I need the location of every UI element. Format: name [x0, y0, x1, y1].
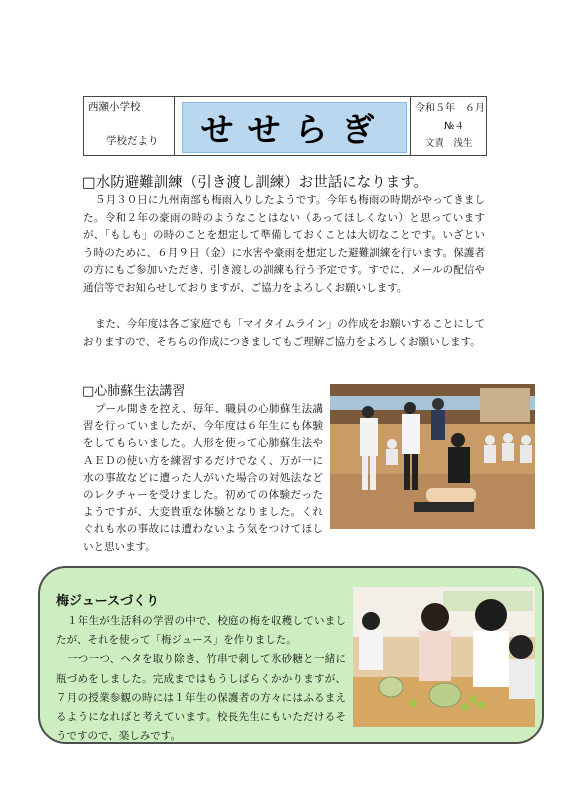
section2-paragraph: プール開きを控え、毎年、職員の心肺蘇生法講習を行っていましたが、今年度は６年生にも体験をしてもらいました。人形を使って心肺蘇生法やＡＥＤの使い方を練習するだけでなく、万が一に水の事故などに遭った人がいた場合の対処法などのレクチャーを受けました。初めての体験だったようですが、大変貴重な体験となりました。くれぐれも水の事故には遭わないよう気をつけてほしいと思います。 [83, 403, 323, 553]
section3-heading: 梅ジュースづくり [56, 594, 160, 609]
cpr-training-photo [330, 384, 535, 529]
section3-paragraph1: １年生が生活科の学習の中で、校庭の梅を収穫していましたが、それを使って「梅ジュース」を作りました。 [56, 615, 346, 647]
section3-text [56, 612, 346, 746]
header-left-cell [84, 97, 175, 155]
section1-paragraph2: また、今年度は各ご家庭でも「マイタイムライン」の作成をお願いすることにしておりますので、そちらの作成につきましてもご理解ご協力をよろしくお願いします。 [83, 318, 485, 348]
section2-heading: □心肺蘇生法講習 [82, 384, 186, 399]
issue-number: №４ [444, 121, 465, 132]
header-right-cell [410, 97, 486, 155]
ume-juice-photo [353, 587, 535, 727]
section1-heading: □水防避難訓練（引き渡し訓練）お世話になります。 [82, 175, 429, 191]
cpr-photo-illustration [330, 384, 535, 529]
issue-date: 令和５年 ６月 [415, 103, 485, 114]
newsletter-header [83, 96, 487, 156]
section3-paragraph2: 一つ一つ、ヘタを取り除き、竹串で刺して氷砂糖と一緒に瓶づめをしました。完成まではもうしばらくかかりますが、７月の授業参観の時には１年生の保護者の方々にはふるまえるようになればと考えています。校長先生にもいただけるそうですので、楽しみです。 [56, 653, 346, 743]
newsletter-title: せせらぎ [200, 110, 389, 149]
school-name: 西瀬小学校 [88, 101, 141, 113]
ume-photo-illustration [353, 587, 535, 727]
section1-paragraph1: ５月３０日に九州南部も梅雨入りしたようです。今年も梅雨の時期がやってきました。令和２年の豪雨の時のようなことはない（あってほしくない）と思っていますが、「もしも」の時のことを想定して準備しておくことは大切なことです。いざという時のために、６月９日（金）に水害や豪雨を想定した避難訓練を行います。保護者の方にもご参加いただき、引き渡しの訓練も行う予定です。すでに、メールの配信や通信等でお知らせしておりますが、ご協力をよろしくお願いします。 [83, 194, 485, 294]
author: 文責 浅生 [425, 138, 473, 149]
newsletter-type: 学校だより [106, 135, 159, 147]
newsletter-title-box [180, 100, 409, 155]
